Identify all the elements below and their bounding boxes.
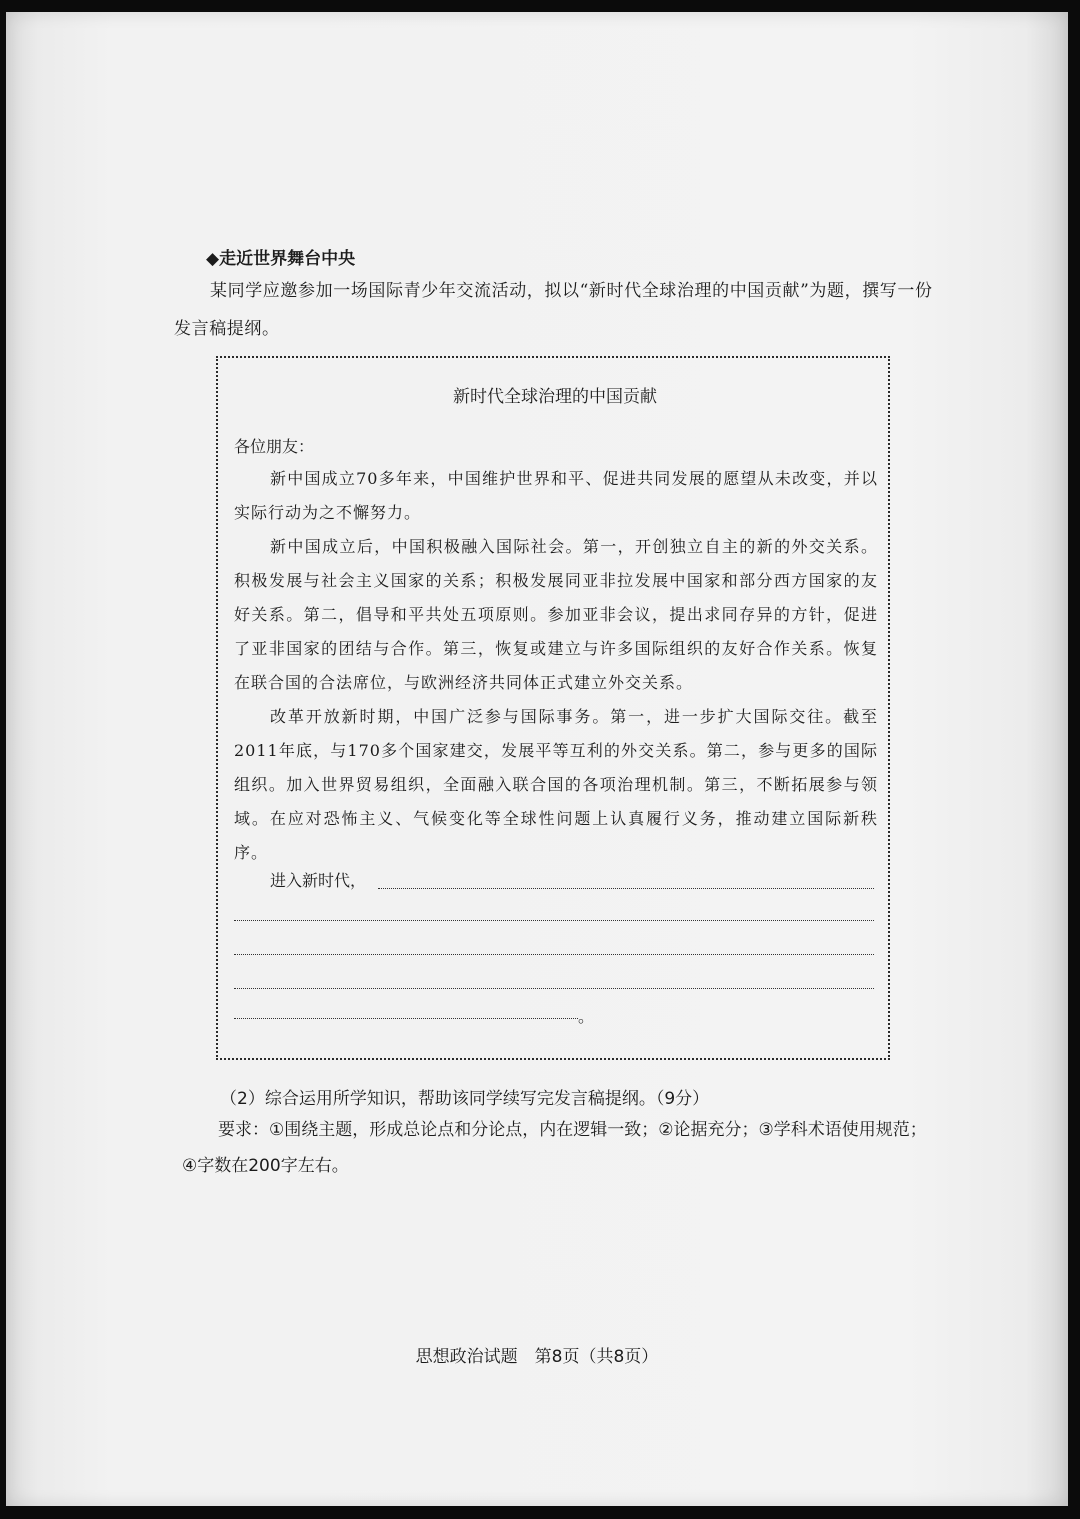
outline-paragraph: 改革开放新时期，中国广泛参与国际事务。第一，进一步扩大国际交往。截至2011年底，与170多个国家建交，发展平等互利的外交关系。第二，参与更多的国际组织。加入世界贸易组织，全面融入联合国的各项治理机制。第三，不断拓展参与领域。在应对恐怖主义、气候变化等全球性问题上认真履行义务，推动建立国际新秩序。 (234, 707, 878, 862)
answer-line[interactable] (234, 920, 874, 921)
answer-end-mark: 。 (578, 1007, 595, 1026)
section-intro: 某同学应邀参加一场国际青少年交流活动，拟以“新时代全球治理的中国贡献”为题，撰写一份发言稿提纲。 (174, 281, 933, 339)
answer-line[interactable] (378, 888, 874, 889)
section-heading: ◆走近世界舞台中央 (206, 249, 356, 269)
page-footer: 思想政治试题 第8页（共8页） (415, 1347, 659, 1367)
outline-paragraph: 新中国成立70多年来，中国维护世界和平、促进共同发展的愿望从未改变，并以实际行动为之不懈努力。 (234, 469, 878, 522)
question-requirements: 要求：①围绕主题，形成总论点和分论点，内在逻辑一致；②论据充分；③学科术语使用规范；④字数在200字左右。 (182, 1120, 927, 1176)
outline-paragraph: 新中国成立后，中国积极融入国际社会。第一，开创独立自主的新的外交关系。积极发展与社会主义国家的关系；积极发展同亚非拉发展中国家和部分西方国家的友好关系。第二，倡导和平共处五项原则。参加亚非会议，提出求同存异的方针，促进了亚非国家的团结与合作。第三，恢复或建立与许多国际组织的友好合作关系。恢复在联合国的合法席位，与欧洲经济共同体正式建立外交关系。 (234, 537, 878, 692)
speech-outline-box (216, 356, 890, 1060)
question-prompt: （2）综合运用所学知识，帮助该同学续写完发言稿提纲。（9分） (220, 1089, 710, 1109)
answer-line[interactable] (234, 988, 874, 989)
outline-greeting: 各位朋友： (234, 437, 315, 456)
answer-line[interactable] (234, 1018, 578, 1019)
answer-line[interactable] (234, 954, 874, 955)
exam-paper-sheet (6, 12, 1068, 1506)
outline-title: 新时代全球治理的中国贡献 (453, 387, 657, 407)
new-era-prompt: 进入新时代， (270, 871, 367, 890)
